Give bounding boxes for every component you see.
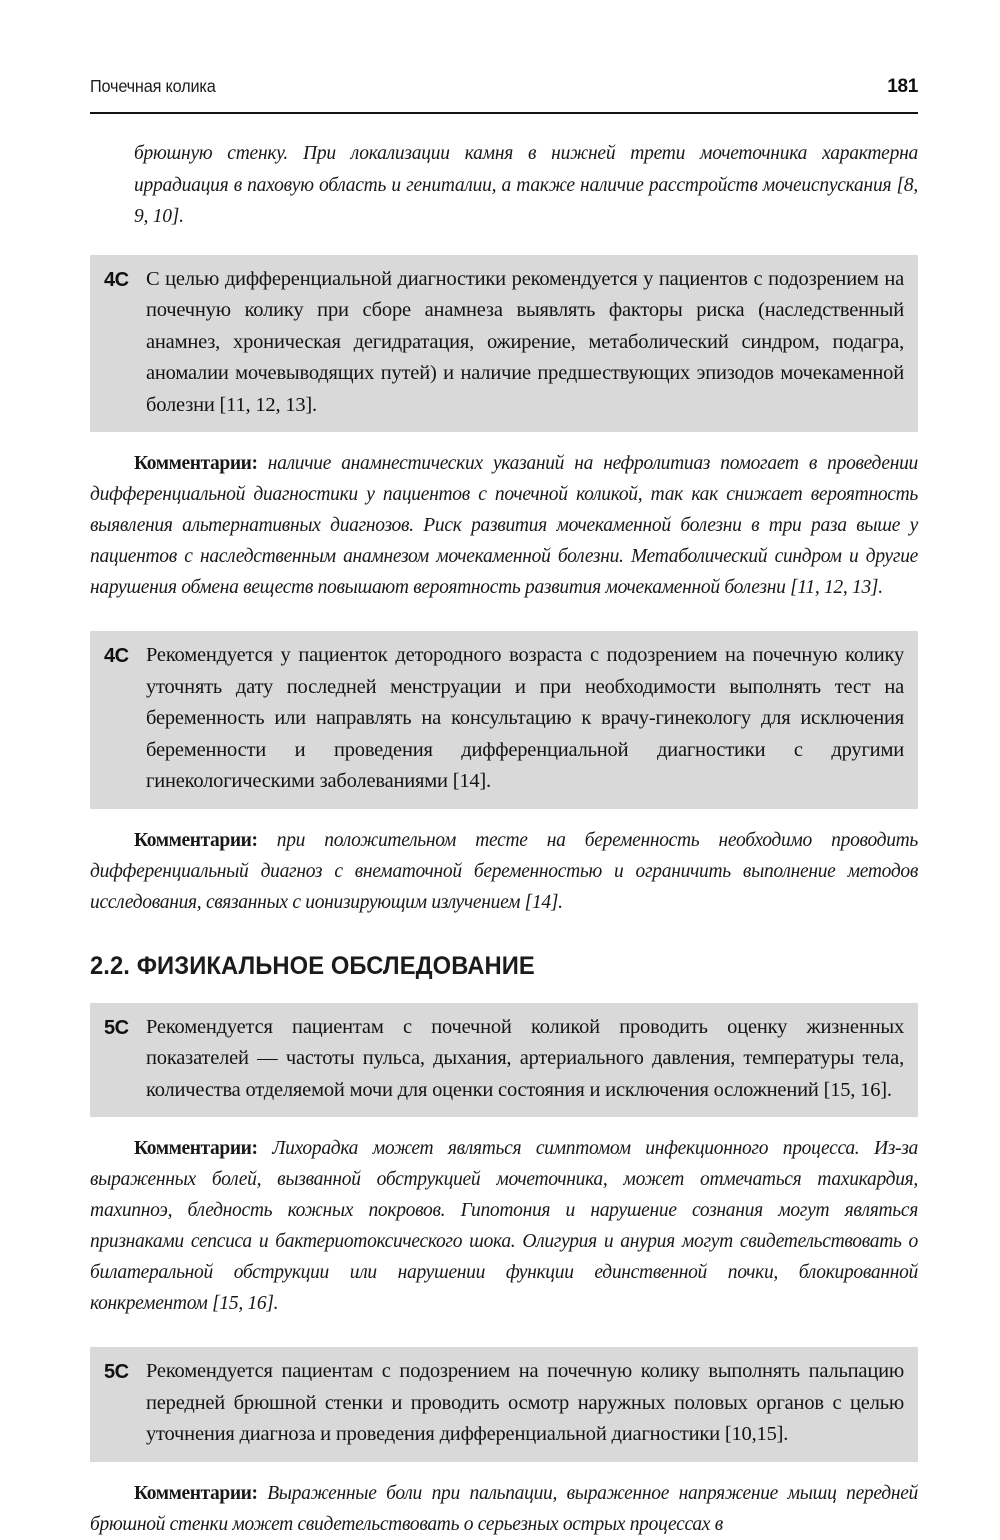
comment-text-4: Выраженные боли при пальпации, выраженное напряжение мышц передней брюшной стенки может свидетельствовать о серьезных острых процессах в [90, 1482, 918, 1535]
recommendation-text-2: Рекомендуется у пациенток детородного возраста с подозрением на почечную колику уточнять дату последней менструации и при необходимости выполнять тест на беременность или направлять на консультацию к врачу-гинекологу для исключения беременности и проведения дифференциальной диагностики с другими гинекологическими заболеваниями [14]. [146, 644, 904, 792]
recommendation-block-2 [90, 631, 918, 809]
recommendation-block-1 [90, 255, 918, 433]
recommendation-text-3: Рекомендуется пациентам с почечной коликой проводить оценку жизненных показателей — частоты пульса, дыхания, артериального давления, температуры тела, количества отделяемой мочи для оценки состояния и исключения осложнений [15, 16]. [146, 1015, 904, 1101]
comment-label-1: Комментарии: [134, 453, 258, 474]
recommendation-text-1: С целью дифференциальной диагностики рекомендуется у пациентов с подозрением на почечную колику при сборе анамнеза выявлять факторы риска (наследственный анамнез, хроническая дегидратация, ожирение, метаболический синдром, подагра, аномалии мочевыводящих путей) и наличие предшествующих эпизодов мочекаменной болезни [11, 12, 13]. [146, 267, 904, 416]
header-rule [90, 112, 918, 114]
comment-text-2: при положительном тесте на беременность необходимо проводить дифференциальный диагноз с внематочной беременностью и ограничить выполнение методов исследования, связанных с ионизирующим излучением [14]. [90, 829, 919, 913]
running-head-title: Почечная колика [90, 76, 216, 96]
intro-paragraph: брюшную стенку. При локализации камня в нижней трети мочеточника характерна иррадиация в паховую область и гениталии, а также наличие расстройств мочеиспускания [8, 9, 10]. [134, 143, 918, 227]
comment-block-3 [90, 1133, 918, 1319]
recommendation-grade-2: 4C [104, 645, 129, 667]
recommendation-grade-1: 4C [104, 268, 129, 291]
page-header [90, 76, 918, 98]
page-content [90, 128, 918, 1540]
comment-block-2 [90, 825, 918, 918]
recommendation-text-4: Рекомендуется пациентам с подозрением на почечную колику выполнять пальпацию передней брюшной стенки и проводить осмотр наружных половых органов с целью уточнения диагноза и проведения дифференциальной диагностики [10,15]. [146, 1360, 904, 1445]
recommendation-block-4 [90, 1347, 918, 1462]
comment-text-3: Лихорадка может являться симптомом инфекционного процесса. Из-за выраженных болей, вызванной обструкцией мочеточника, может отмечаться тахикардия, тахипноэ, бледность кожных покровов. Гипотония и нарушение сознания могут являться признаками сепсиса и бактериотоксического шока. Олигурия и анурия могут свидетельствовать о билатеральной обструкции или нарушении функции единственной почки, блокированной конкрементом [15, 16]. [90, 1138, 918, 1314]
comment-label-3: Комментарии: [134, 1138, 258, 1159]
comment-text-1: наличие анамнестических указаний на нефролитиаз помогает в проведении дифференциальной диагностики у пациентов с почечной коликой, так как снижает вероятность выявления альтернативных диагнозов. Риск развития мочекаменной болезни в три раза выше у пациентов с наследственным анамнезом мочекаменной болезни. Метаболический синдром и другие нарушения обмена веществ повышают вероятность развития мочекаменной болезни [11, 12, 13]. [90, 453, 918, 598]
comment-block-4 [90, 1478, 918, 1540]
section-heading: 2.2. ФИЗИКАЛЬНОЕ ОБСЛЕДОВАНИЕ [90, 951, 535, 980]
comment-label-2: Комментарии: [134, 829, 258, 851]
recommendation-block-3 [90, 1003, 918, 1118]
page-number: 181 [887, 76, 918, 97]
recommendation-grade-4: 5C [104, 1361, 129, 1383]
comment-block-1 [90, 448, 918, 603]
comment-label-4: Комментарии: [134, 1482, 258, 1504]
recommendation-grade-3: 5C [104, 1016, 129, 1039]
